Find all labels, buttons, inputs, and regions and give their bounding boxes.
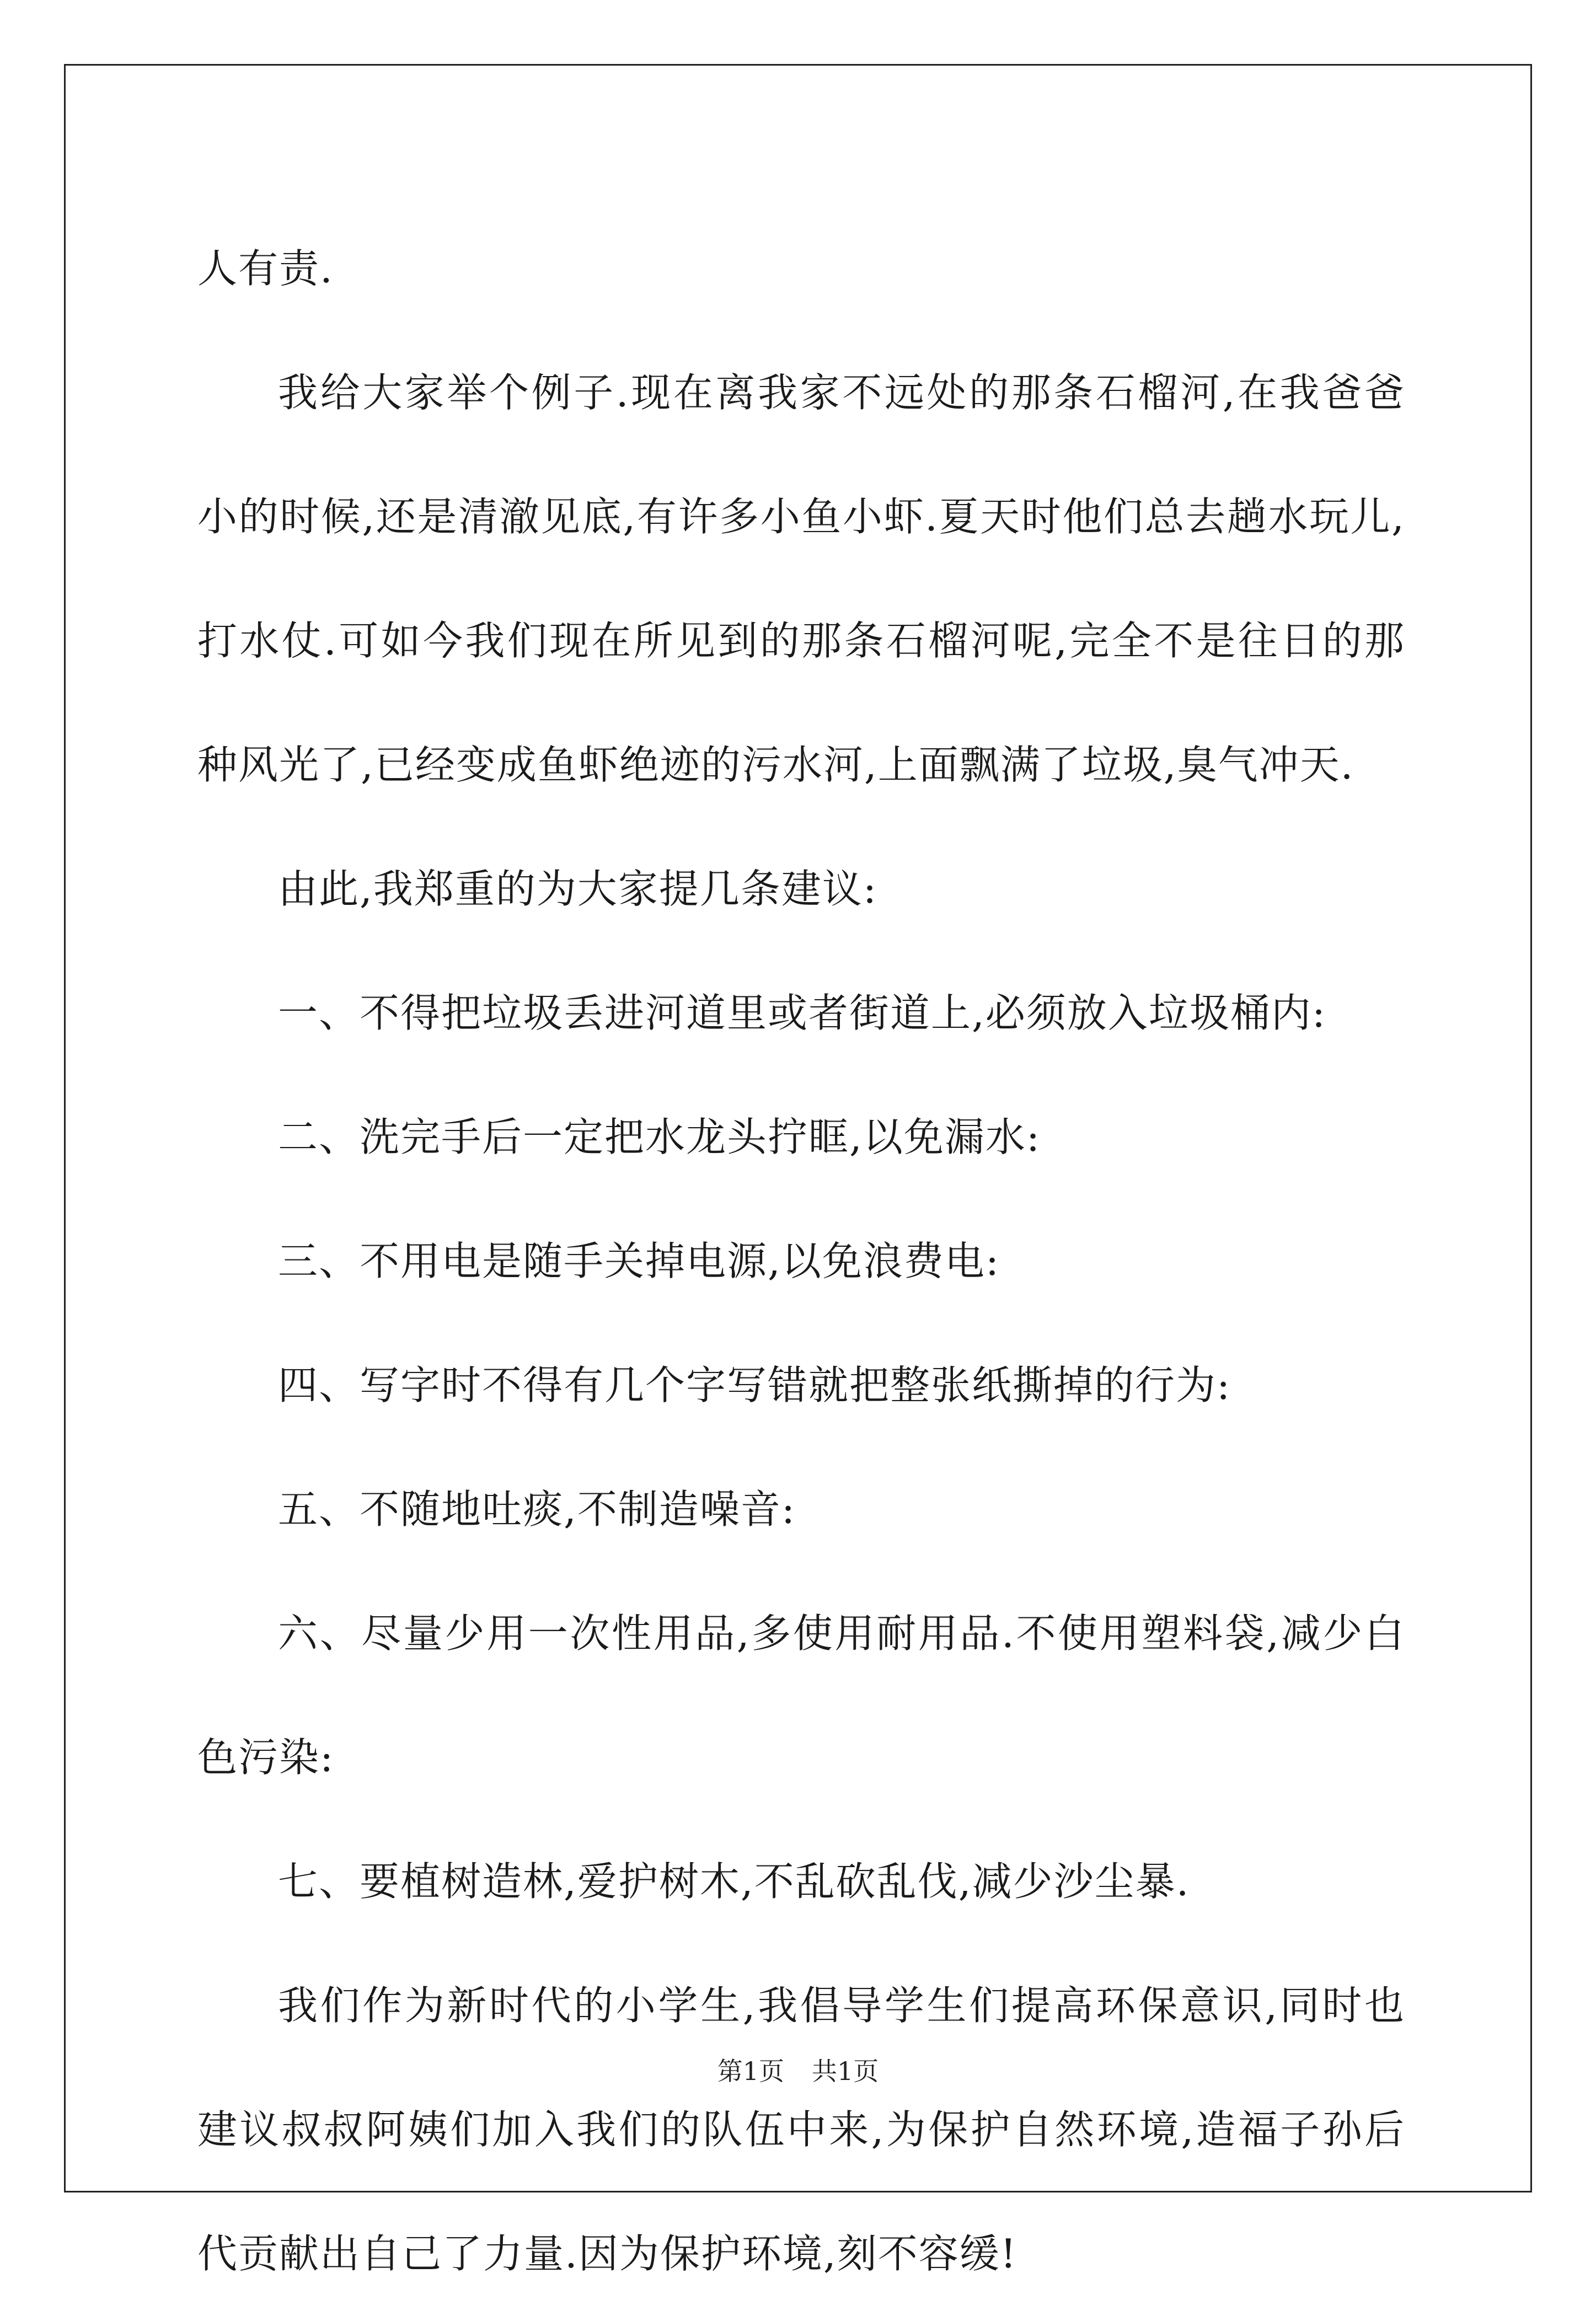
closing-paragraph: 我们作为新时代的小学生,我倡导学生们提高环保意识,同时也建议叔叔阿姨们加入我们的队伍中来,为保护自然环境,造福子孙后代贡献出自己了力量.因为保护环境,刻不容缓! [197,1982,1405,2277]
page-footer [0,2051,1596,2088]
suggestion-6: 六、尽量少用一次性用品,多使用耐用品.不使用塑料袋,减少白色污染: [197,1610,1405,1781]
suggestion-5: 五、不随地吐痰,不制造噪音: [278,1486,796,1532]
suggestion-7: 七、要植树造林,爱护树木,不乱砍乱伐,减少沙尘暴. [278,1858,1190,1905]
paragraph-3: 由此,我郑重的为大家提几条建议: [278,866,878,912]
suggestion-1: 一、不得把垃圾丢进河道里或者街道上,必须放入垃圾桶内: [278,990,1327,1036]
suggestion-3: 三、不用电是随手关掉电源,以免浪费电: [278,1238,1000,1284]
suggestion-4: 四、写字时不得有几个字写错就把整张纸撕掉的行为: [278,1362,1231,1408]
suggestion-2: 二、洗完手后一定把水龙头拧眶,以免漏水: [278,1114,1041,1160]
paragraph-2: 我给大家举个例子.现在离我家不远处的那条石榴河,在我爸爸小的时候,还是清澈见底,有许多小鱼小虾.夏天时他们总去趟水玩儿,打水仗.可如今我们现在所见到的那条石榴河呢,完全不是往日的那种风光了,已经变成鱼虾绝迹的污水河,上面飘满了垃圾,臭气冲天. [197,369,1405,788]
page-number-current: 第1页 [717,2056,784,2086]
paragraph-1: 人有责. [197,245,334,292]
document-body [197,207,1405,2316]
page-number-total: 共1页 [812,2056,879,2086]
